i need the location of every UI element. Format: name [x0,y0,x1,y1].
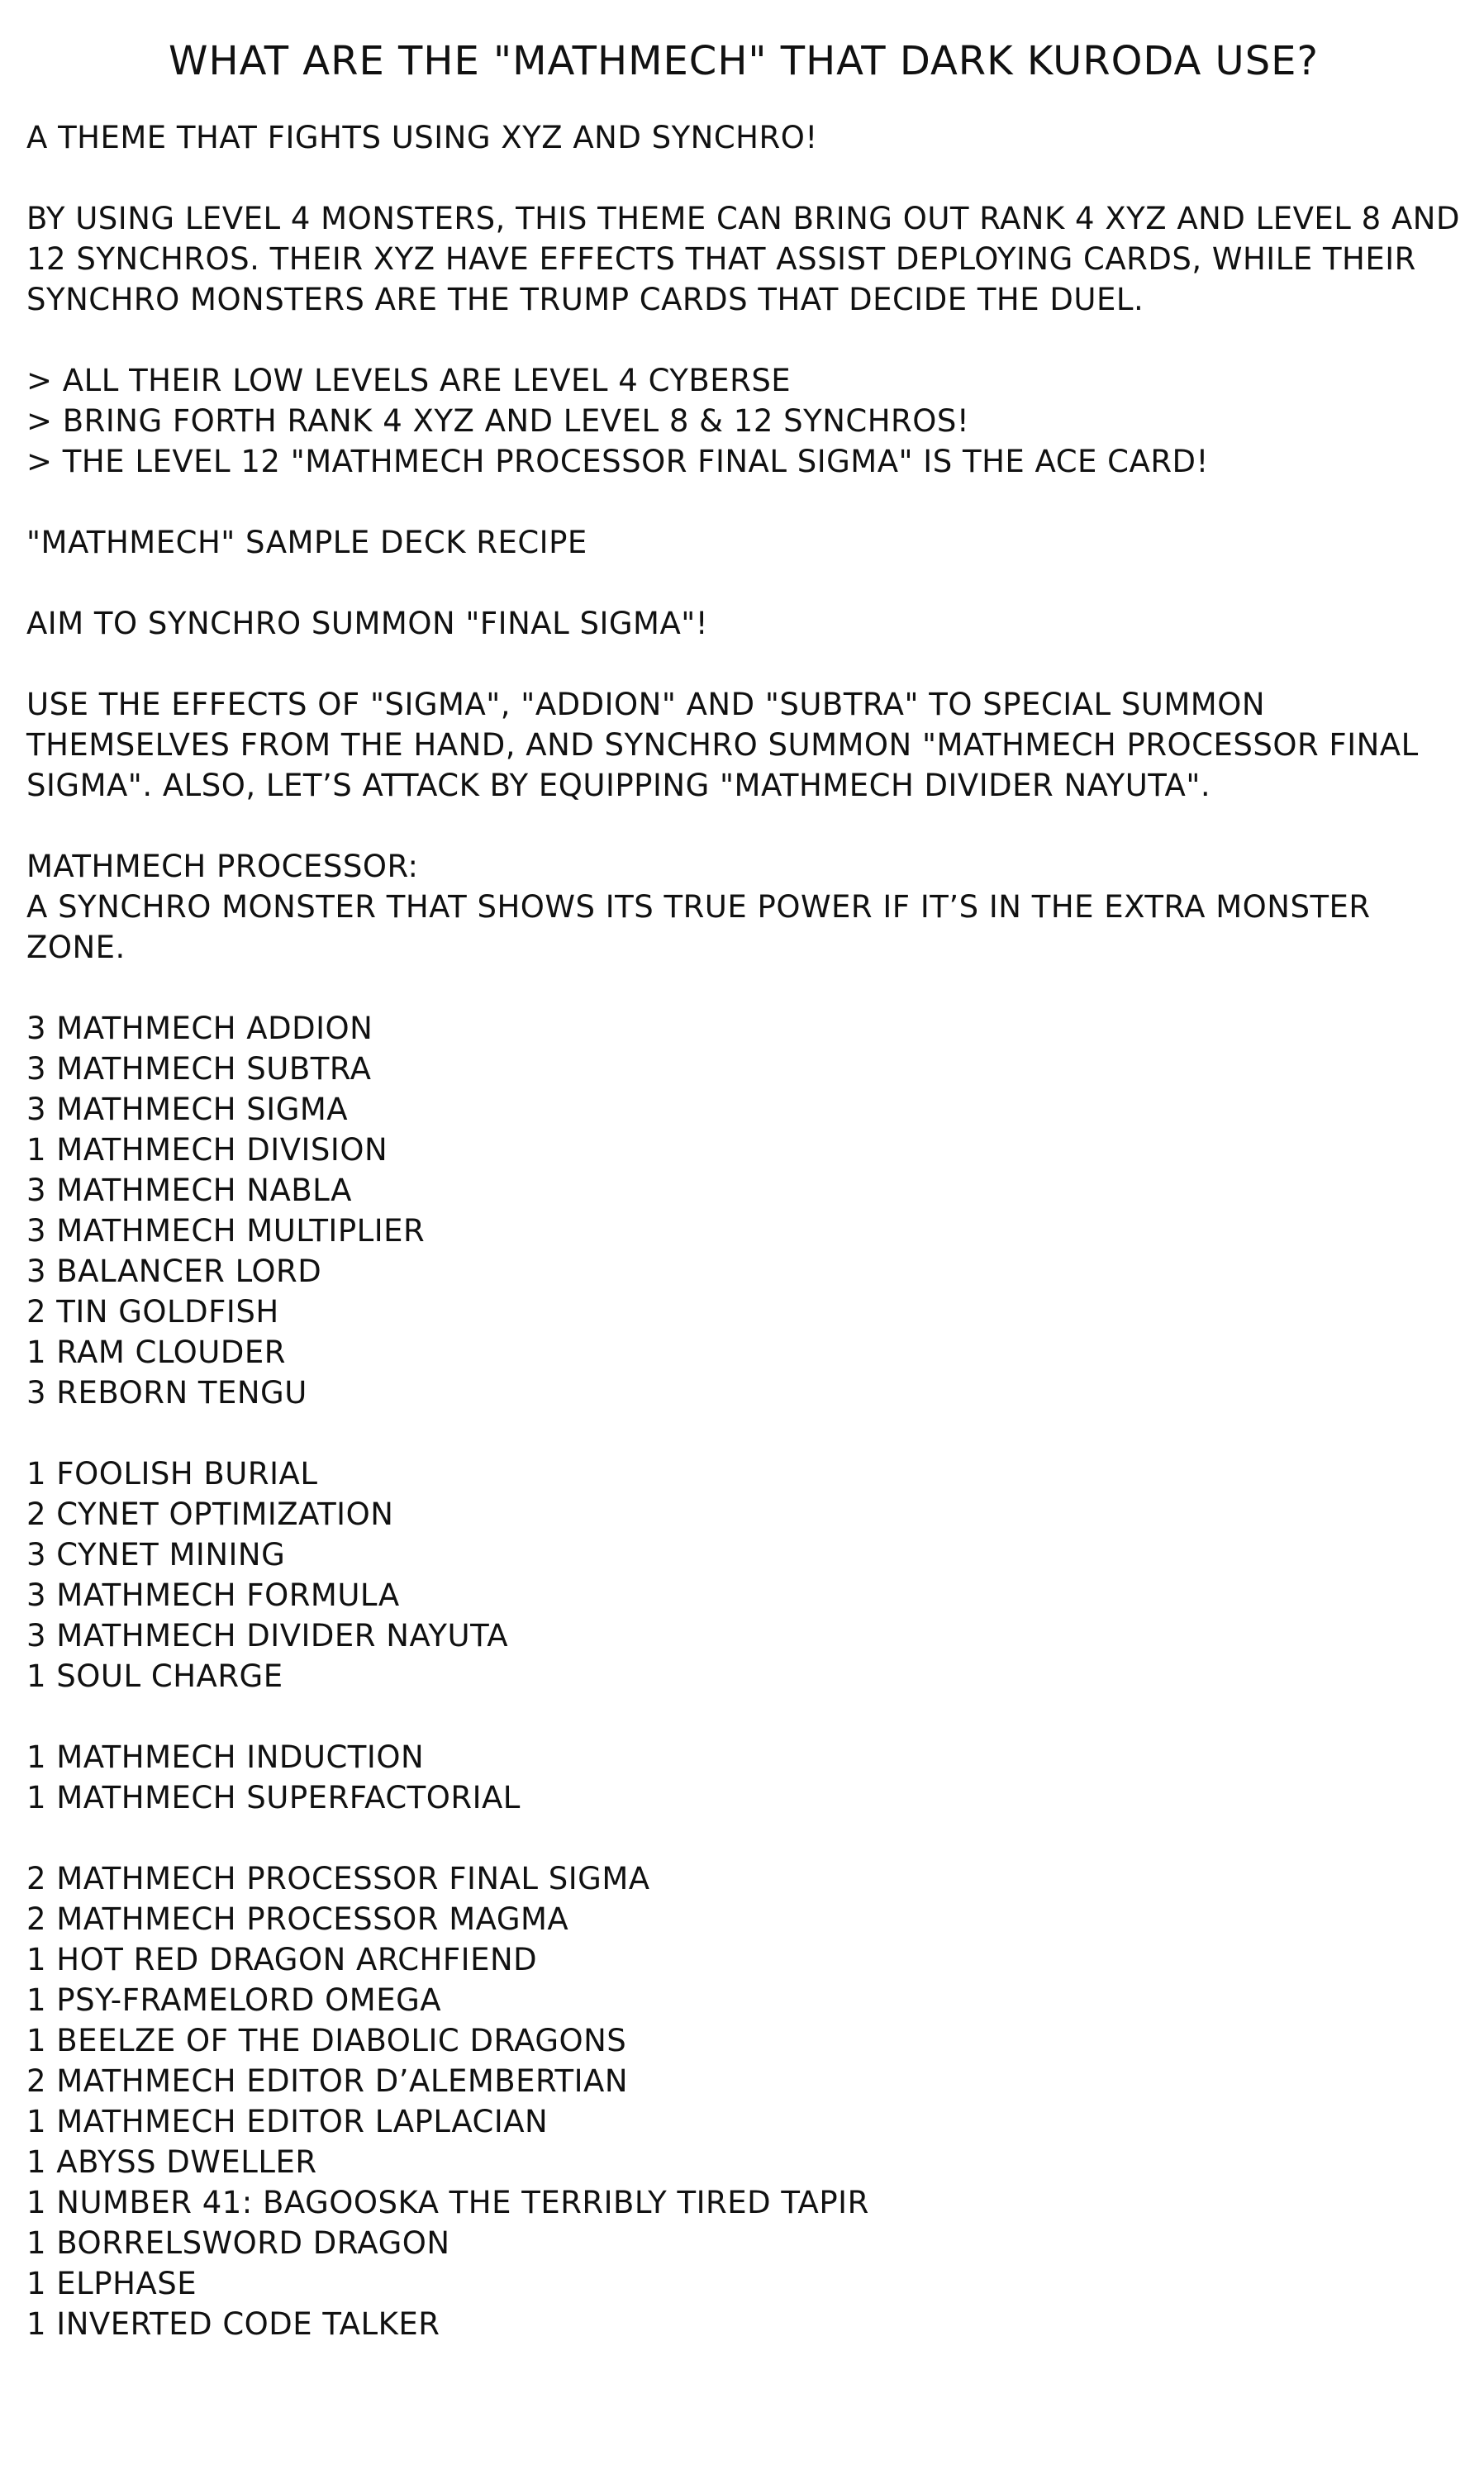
spacer [26,158,1461,198]
spacer [26,806,1461,846]
recipe-heading: "MATHMECH" SAMPLE DECK RECIPE [26,525,587,560]
list-item: 3 MATHMECH MULTIPLIER [26,1213,426,1249]
list-item: 1 SOUL CHARGE [26,1658,283,1694]
key-point: > ALL THEIR LOW LEVELS ARE LEVEL 4 CYBERSE [26,363,792,398]
description-text: BY USING LEVEL 4 MONSTERS, THIS THEME CAN BRING OUT RANK 4 XYZ AND LEVEL 8 AND 12 SYNCHROS. THEIR XYZ HAVE EFFECTS THAT ASSIST DEPLOYING CARDS, WHILE THEIR SYNCHRO MONSTERS ARE THE TRUMP CARDS THAT DECIDE THE DUEL. [26,201,1471,317]
list-item: 3 REBORN TENGU [26,1375,307,1411]
list-item: 1 BORRELSWORD DRAGON [26,2225,450,2261]
list-item: 1 MATHMECH INDUCTION [26,1739,425,1775]
processor-label: MATHMECH PROCESSOR: [26,849,419,884]
spacer [26,1696,1461,1737]
list-item: 3 MATHMECH FORMULA [26,1577,400,1613]
monster-card-list [26,1008,1461,1413]
strategy-text: USE THE EFFECTS OF "SIGMA", "ADDION" AND "SUBTRA" TO SPECIAL SUMMON THEMSELVES FROM THE HAND, AND SYNCHRO SUMMON "MATHMECH PROCESSOR FINAL SIGMA". ALSO, LET’S ATTACK BY EQUIPPING "MATHMECH DIVIDER NAYUTA". [26,687,1429,803]
list-item: 2 MATHMECH PROCESSOR MAGMA [26,1901,569,1937]
list-item: 3 MATHMECH DIVIDER NAYUTA [26,1618,509,1653]
list-item: 1 NUMBER 41: BAGOOSKA THE TERRIBLY TIRED TAPIR [26,2185,869,2220]
list-item: 3 MATHMECH SIGMA [26,1092,349,1127]
list-item: 1 ELPHASE [26,2266,197,2301]
processor-text: A SYNCHRO MONSTER THAT SHOWS ITS TRUE POWER IF IT’S IN THE EXTRA MONSTER ZONE. [26,889,1381,965]
list-item: 1 MATHMECH EDITOR LAPLACIAN [26,2104,549,2139]
list-item: 1 FOOLISH BURIAL [26,1456,318,1492]
spacer [26,1413,1461,1454]
list-item: 1 HOT RED DRAGON ARCHFIEND [26,1942,538,1977]
extra-deck-list [26,1858,1461,2344]
spell-card-list [26,1454,1461,1696]
key-points-list [26,360,1461,482]
aim-text: AIM TO SYNCHRO SUMMON "FINAL SIGMA"! [26,606,709,641]
list-item: 1 MATHMECH SUPERFACTORIAL [26,1780,521,1815]
list-item: 1 INVERTED CODE TALKER [26,2306,440,2342]
list-item: 1 PSY-FRAMELORD OMEGA [26,1982,442,2018]
list-item: 3 CYNET MINING [26,1537,286,1573]
list-item: 2 CYNET OPTIMIZATION [26,1496,394,1532]
key-point: > THE LEVEL 12 "MATHMECH PROCESSOR FINAL SIGMA" IS THE ACE CARD! [26,444,1209,479]
list-item: 2 MATHMECH PROCESSOR FINAL SIGMA [26,1861,650,1896]
list-item: 1 ABYSS DWELLER [26,2144,317,2180]
list-item: 3 MATHMECH ADDION [26,1011,373,1046]
spacer [26,320,1461,360]
spacer [26,1818,1461,1858]
trap-card-list [26,1737,1461,1818]
list-item: 1 RAM CLOUDER [26,1335,286,1370]
spacer [26,482,1461,522]
list-item: 3 MATHMECH NABLA [26,1173,352,1208]
spacer [26,968,1461,1008]
list-item: 1 MATHMECH DIVISION [26,1132,388,1168]
spacer [26,563,1461,603]
list-item: 2 TIN GOLDFISH [26,1294,279,1330]
intro-text: A THEME THAT FIGHTS USING XYZ AND SYNCHRO! [26,120,818,155]
list-item: 1 BEELZE OF THE DIABOLIC DRAGONS [26,2023,627,2058]
list-item: 2 MATHMECH EDITOR D’ALEMBERTIAN [26,2063,629,2099]
spacer [26,644,1461,684]
list-item: 3 BALANCER LORD [26,1254,322,1289]
list-item: 3 MATHMECH SUBTRA [26,1051,372,1087]
page-title: WHAT ARE THE "MATHMECH" THAT DARK KURODA USE? [169,38,1319,84]
key-point: > BRING FORTH RANK 4 XYZ AND LEVEL 8 & 12 SYNCHROS! [26,403,970,439]
